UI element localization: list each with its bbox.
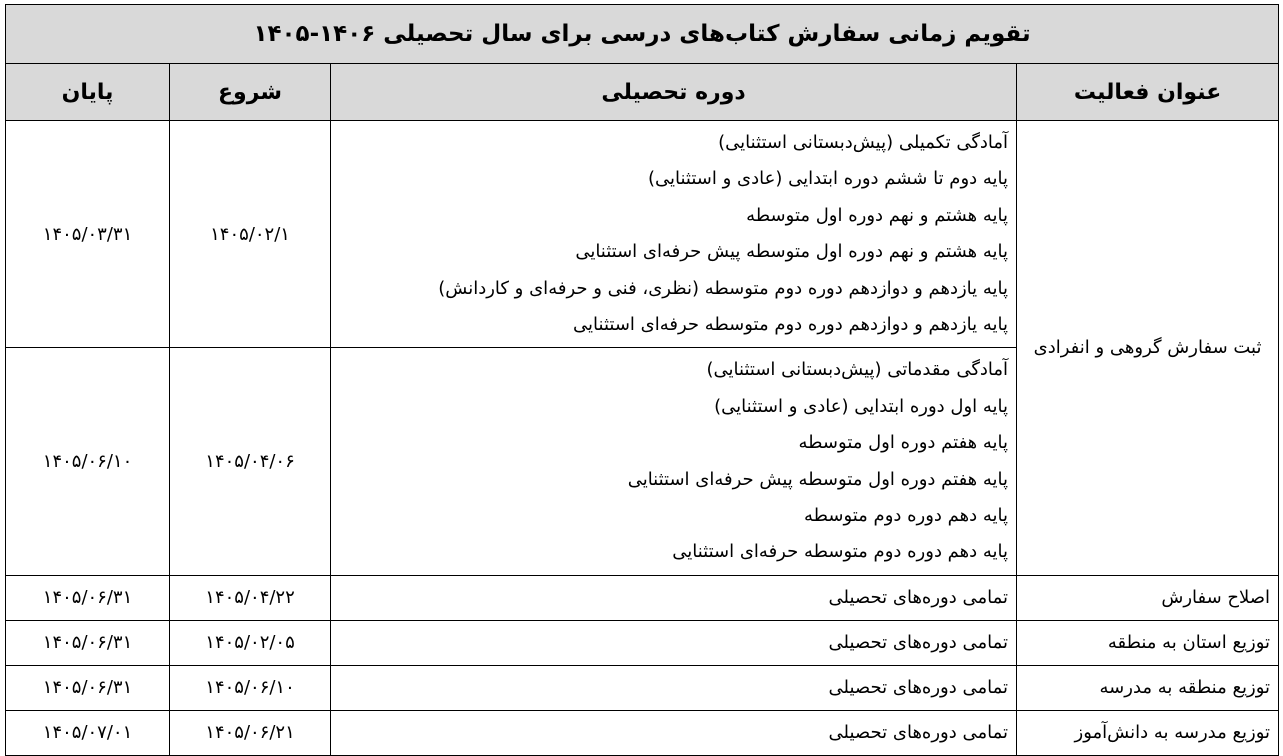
level-item: پایه دوم تا ششم دوره ابتدایی (عادی و استثنایی) (647, 168, 1009, 190)
levels-list-phase1 (331, 121, 1017, 348)
table-row (6, 665, 1279, 710)
header-row (6, 64, 1279, 121)
header-period: دوره تحصیلی (331, 64, 1017, 121)
start-date: ۱۴۰۵/۰۶/۲۱ (170, 710, 331, 755)
end-date: ۱۴۰۵/۰۷/۰۱ (6, 710, 170, 755)
level-item: پایه هشتم و نهم دوره اول متوسطه (746, 204, 1009, 226)
period-name: تمامی دوره‌های تحصیلی (331, 575, 1017, 620)
table-row (6, 710, 1279, 755)
header-start: شروع (170, 64, 331, 121)
end-date: ۱۴۰۵/۰۳/۳۱ (6, 121, 170, 348)
schedule-table (5, 4, 1279, 756)
level-item: پایه هفتم دوره اول متوسطه (798, 432, 1009, 454)
end-date: ۱۴۰۵/۰۶/۳۱ (6, 620, 170, 665)
end-date: ۱۴۰۵/۰۶/۳۱ (6, 665, 170, 710)
activity-name: توزیع استان به منطقه (1017, 620, 1279, 665)
start-date: ۱۴۰۵/۰۴/۰۶ (170, 348, 331, 575)
level-item: آمادگی تکمیلی (پیش‌دبستانی استثنایی) (718, 132, 1009, 153)
start-date: ۱۴۰۵/۰۶/۱۰ (170, 665, 331, 710)
level-item: پایه یازدهم و دوازدهم دوره دوم متوسطه (نظری، فنی و حرفه‌ای و کاردانش) (438, 277, 1009, 299)
header-end: پایان (6, 64, 170, 121)
start-date: ۱۴۰۵/۰۴/۲۲ (170, 575, 331, 620)
end-date: ۱۴۰۵/۰۶/۳۱ (6, 575, 170, 620)
period-name: تمامی دوره‌های تحصیلی (331, 620, 1017, 665)
activity-name: توزیع منطقه به مدرسه (1017, 665, 1279, 710)
level-item: پایه اول دوره ابتدایی (عادی و استثنایی) (714, 395, 1009, 417)
level-item: پایه هشتم و نهم دوره اول متوسطه پیش حرفه‌ای استثنایی (575, 241, 1009, 263)
title-row (6, 5, 1279, 64)
levels-list-phase2 (331, 348, 1017, 575)
header-activity: عنوان فعالیت (1017, 64, 1279, 121)
activity-name: توزیع مدرسه به دانش‌آموز (1017, 710, 1279, 755)
activity-group-order: ثبت سفارش گروهی و انفرادی (1017, 121, 1279, 576)
end-date: ۱۴۰۵/۰۶/۱۰ (6, 348, 170, 575)
activity-name: اصلاح سفارش (1017, 575, 1279, 620)
table-title: تقویم زمانی سفارش کتاب‌های درسی برای سال تحصیلی ۱۴۰۶-۱۴۰۵ (6, 5, 1279, 64)
level-item: پایه دهم دوره دوم متوسطه حرفه‌ای استثنایی (672, 541, 1009, 563)
table-row (6, 575, 1279, 620)
table-row (6, 620, 1279, 665)
level-item: پایه یازدهم و دوازدهم دوره دوم متوسطه حرفه‌ای استثنایی (573, 314, 1009, 336)
level-item: آمادگی مقدماتی (پیش‌دبستانی استثنایی) (706, 359, 1009, 381)
start-date: ۱۴۰۵/۰۲/۱ (170, 121, 331, 348)
period-name: تمامی دوره‌های تحصیلی (331, 710, 1017, 755)
level-item: پایه هفتم دوره اول متوسطه پیش حرفه‌ای استثنایی (627, 468, 1009, 490)
table-row-group-phase1 (6, 121, 1279, 348)
level-item: پایه دهم دوره دوم متوسطه (803, 505, 1009, 527)
period-name: تمامی دوره‌های تحصیلی (331, 665, 1017, 710)
start-date: ۱۴۰۵/۰۲/۰۵ (170, 620, 331, 665)
